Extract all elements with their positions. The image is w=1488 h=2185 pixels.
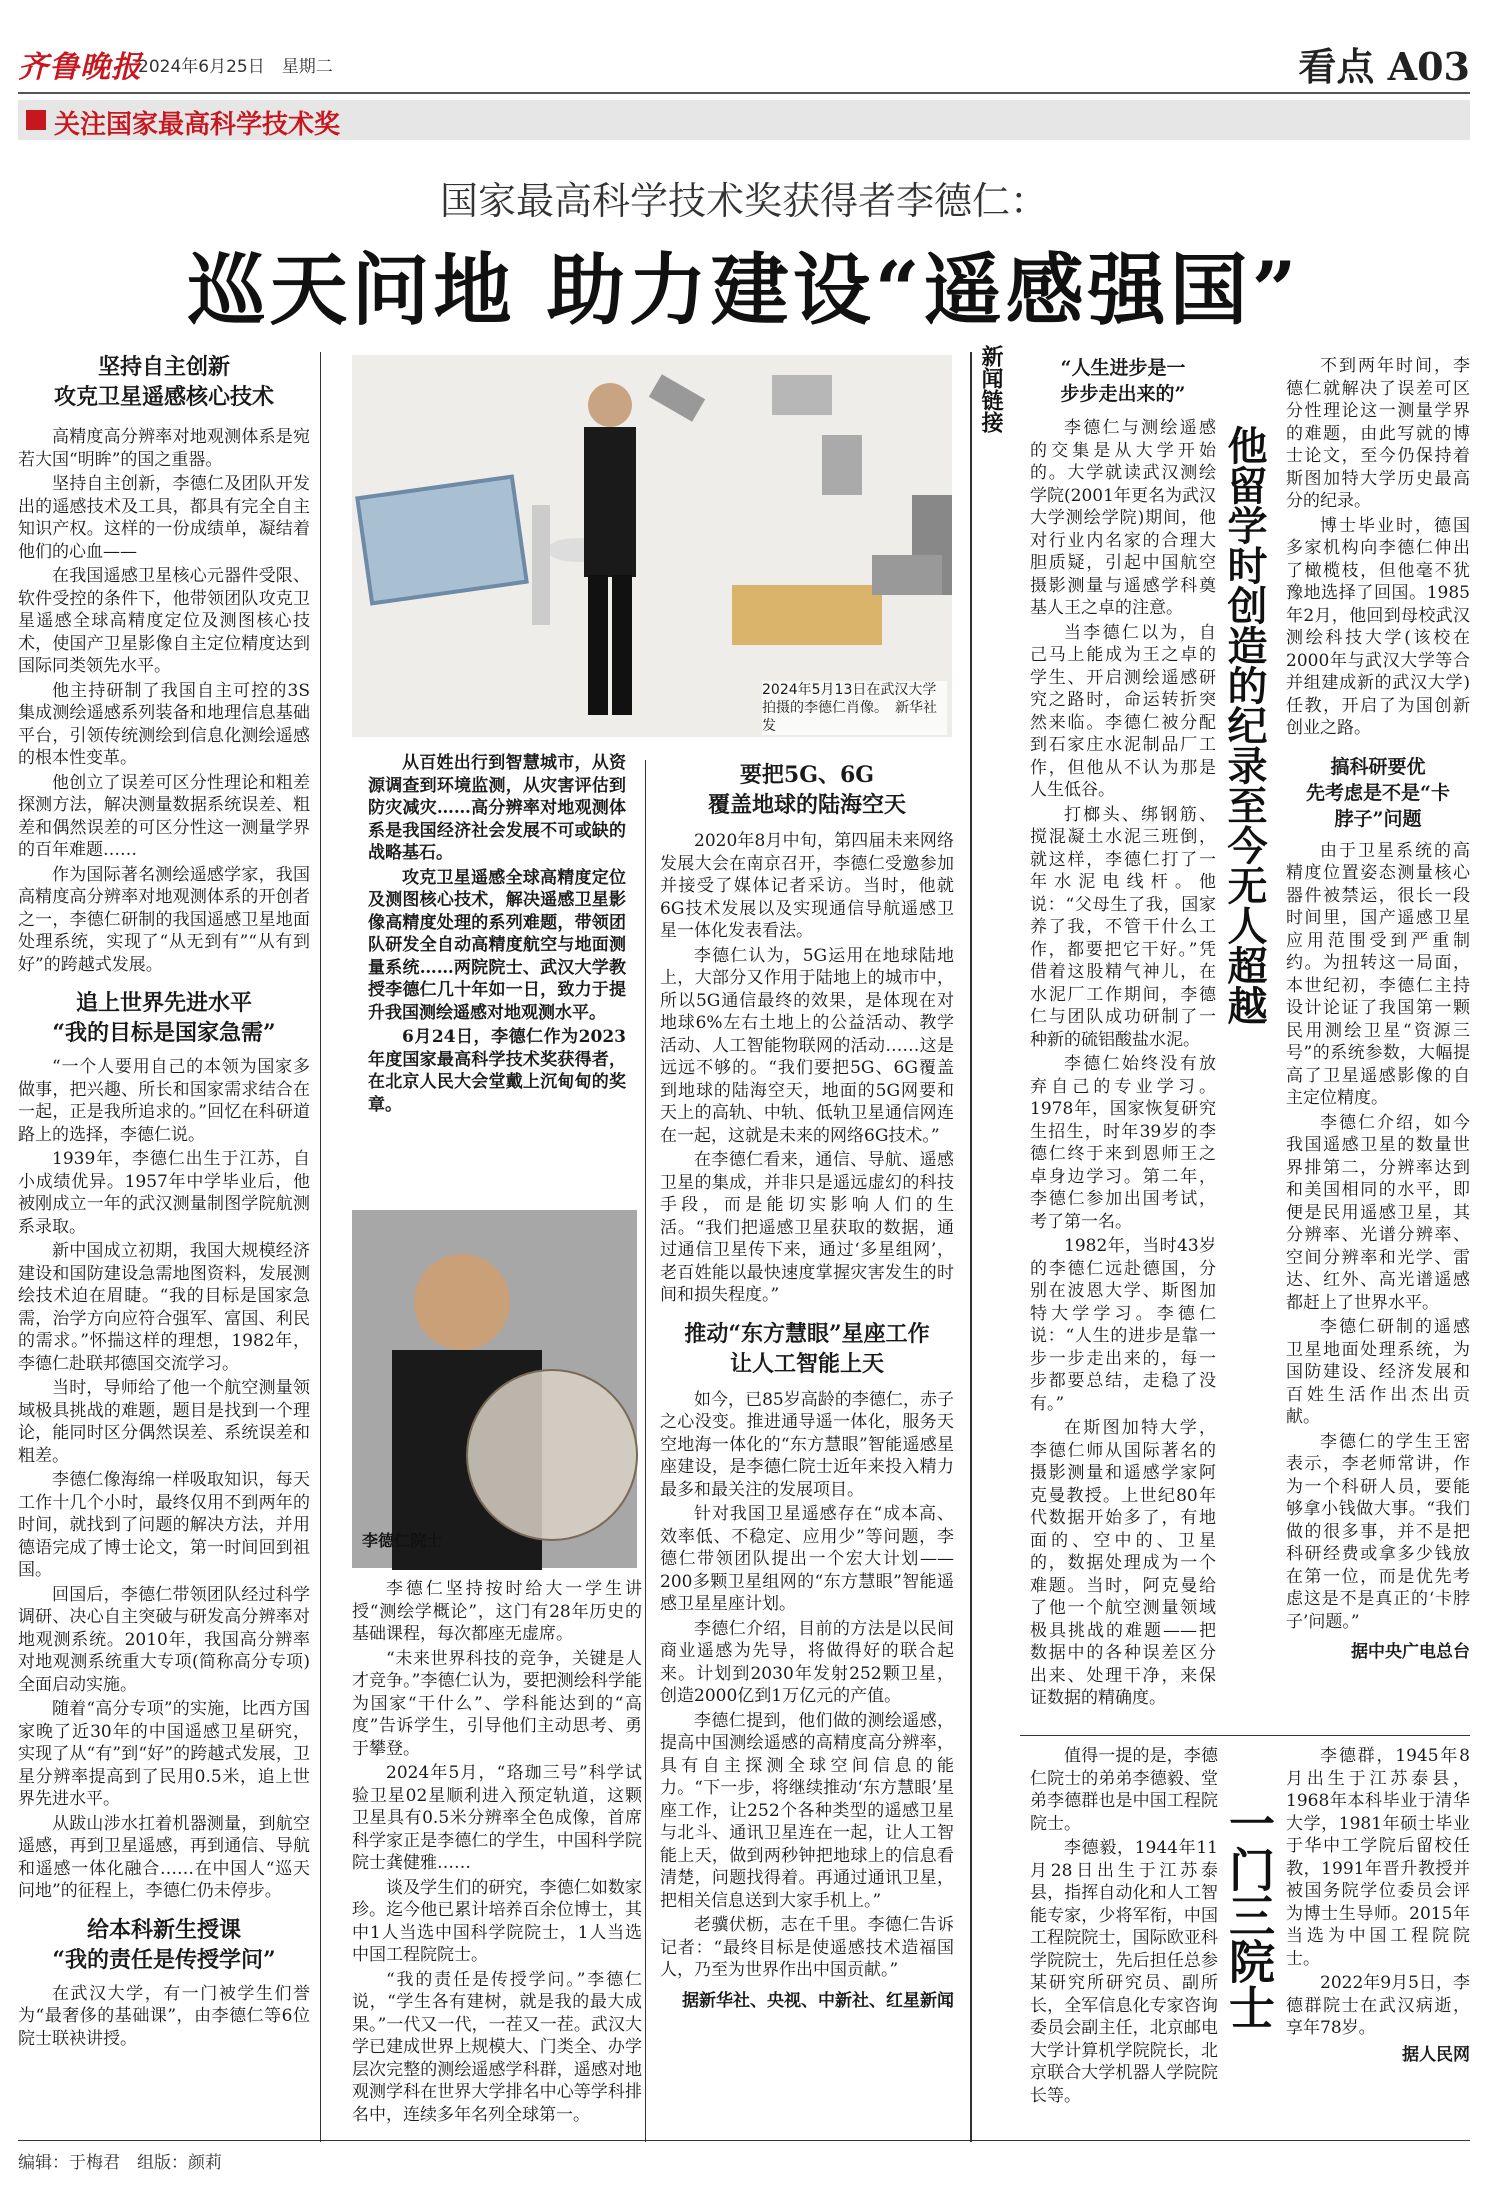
news-link-body-1: 李德仁与测绘遥感的交集是从大学开始的。大学就读武汉测绘学院(2001年更名为武汉大学测绘学院)期间，他对行业内名家的合理大胆质疑，引起中国航空摄影测量与遥感学科奠基人王之卓的注意。 当李德仁以为，自己马上能成为王之卓的学生、开启测绘遥感研究之路时，命运转折突然来临。李德仁被分配到石家庄水泥制品厂工作，但他从不认为那是人生低谷。 打榔头、绑钢筋、搅混凝土水泥三班倒，就这样，李德仁打了一年水泥电线杆。他说：“父母生了我，国家养了我，不管干什么工作，都要把它干好。”凭借着这股精气神儿，在水泥厂工作期间，李德仁与团队成功研制了一种新的硫铝酸盐水泥。 李德仁始终没有放弃自己的专业学习。1978年，国家恢复研究生招生，时年39岁的李德仁终于来到恩师王之卓身边学习。第二年，李德仁参加出国考试，考了第一名。 1982年，当时43岁的李德仁远赴德国，分别在波恩大学、斯图加特大学学习。李德仁说：“人生的进步是靠一步一步走出来的，每一步都要总结，走稳了没有。” 在斯图加特大学，李德仁师从国际著名的摄影测量和遥感学家阿克曼教授。上世纪80年代数据开始多了，有地面的、空中的、卫星的，数据处理成为一个难题。当时，阿克曼给了他一个航空测量领域极具挑战的难题——把数据中的各种误差区分出来、处理干净，来保证数据的精确度。 xyxy=(1030,418,1216,1708)
news-link-body-2: 不到两年时间，李德仁就解决了误差可区分性理论这一测量学界的难题，由此写就的博士论文，至今仍保持着斯图加特大学历史最高分的纪录。 博士毕业时，德国多家机构向李德仁伸出了橄榄枝，但他毫不犹豫地选择了回国。1985年2月，他回到母校武汉测绘科技大学(该校在2000年与武汉大学等合并组建成新的武汉大学)任教，开启了为国创新创业之路。 xyxy=(1286,356,1470,738)
section-label: 看点 A03 xyxy=(1298,44,1470,89)
subheading-3: 给本科新生授课 “我的责任是传授学问” xyxy=(52,1916,276,1973)
column-divider xyxy=(320,352,321,2142)
news-link-subheading-2: 搞科研要优 先考虑是不是“卡 脖子”问题 xyxy=(1306,755,1450,830)
source-credit-3: 据人民网 xyxy=(1402,2044,1470,2065)
masthead-rule xyxy=(18,92,1470,94)
topic-title: 关注国家最高科学技术奖 xyxy=(54,110,341,140)
portrait-photo-2 xyxy=(352,1210,637,1568)
news-link-label: 新闻链接 xyxy=(978,345,1004,433)
lead-intro: 从百姓出行到智慧城市，从资源调查到环境监测，从灾害评估到防灾减灾……高分辨率对地观测体系是我国经济社会发展不可或缺的战略基石。 攻克卫星遥感全球高精度定位及测图核心技术，解决遥感卫星影像高精度处理的系列难题，带领团队研发全自动高精度航空与地面测量系统……两院院士、武汉大学教授李德仁几十年如一日，致力于提升我国测绘遥感对地观测水平。 6月24日，李德仁作为2023年度国家最高科学技术奖获得者，在北京人民大会堂戴上沉甸甸的奖章。 xyxy=(368,753,626,1115)
topic-bar xyxy=(18,100,1470,140)
bottom-rule xyxy=(1020,1735,1470,1736)
photo-caption-2: 李德仁院士 xyxy=(362,1531,443,1550)
article-body-3: 在武汉大学，有一门被学生们誉为“最奢侈的基础课”，由李德仁等6位院士联袂讲授。 xyxy=(18,1983,310,2049)
subheading-1: 坚持自主创新 攻克卫星遥感核心技术 xyxy=(53,354,274,410)
topic-square-icon xyxy=(26,110,46,130)
news-link-vertical-title: 他留学时创造的纪录至今无人超越 xyxy=(1221,425,1268,1025)
news-link-column-1 xyxy=(1030,355,1216,1735)
news-link-column-2 xyxy=(1286,355,1470,1735)
article-body-1: 高精度高分辨率对地观测体系是宛若大国“明眸”的国之重器。 坚持自主创新，李德仁及团队开发出的遥感技术及工具，都具有完全自主知识产权。这样的一份成绩单，凝结着他们的心血—— 在我国遥感卫星核心元器件受限、软件受控的条件下，他带领团队攻克卫星遥感全球高精度定位及测图核心技术，使国产卫星影像自主定位精度达到国际同类领先水平。 他主持研制了我国自主可控的3S集成测绘遥感系列装备和地理信息基础平台，引领传统测绘到信息化测绘遥感的根本性变革。 他创立了误差可区分性理论和粗差探测方法，解决测量数据系统误差、粗差和偶然误差的可区分性这一测量学界的百年难题…… 作为国际著名测绘遥感学家，我国高精度高分辨率对地观测体系的开创者之一，李德仁研制的我国遥感卫星地面处理系统，实现了“从无到有”“从有到好”的跨越式发展。 xyxy=(18,427,310,975)
portrait-photo xyxy=(352,355,952,737)
family-body-1: 值得一提的是，李德仁院士的弟弟李德毅、堂弟李德群也是中国工程院院士。 李德毅，1944年11月28日出生于江苏泰县，指挥自动化和人工智能专家，少将军衔，中国工程院院士，国际欧亚科学院院士，先后担任总参某研究所研究员、副所长，全军信息化专家咨询委员会副主任，北京邮电大学计算机学院院长，北京联合大学机器人学院院长等。 xyxy=(1030,1746,1218,2106)
article-body-5g: 2020年8月中旬，第四届未来网络发展大会在南京召开，李德仁受邀参加并接受了媒体记者采访。当时，他就6G技术发展以及实现通信导航遥感卫星一体化发表看法。 李德仁认为，5G运用在地球陆地上，大部分又作用于陆地上的城市中，所以5G通信最终的效果，是体现在对地球6%左右土地上的公益活动、教学活动、人工智能物联网的活动……这是远远不够的。“我们要把5G、6G覆盖到地球的陆海空天，地面的5G网要和天上的高轨、中轨、低轨卫星通信网连在一起，这就是未来的网络6G技术。” 在李德仁看来，通信、导航、遥感卫星的集成，并非只是遥远虚幻的科技手段，而是能切实影响人们的生活。“我们把遥感卫星获取的数据，通过通信卫星传下来，通过‘多星组网’，老百姓能以最快速度掌握灾害发生的时间和损失程度。” xyxy=(660,831,954,1305)
subheading-eastern-eye: 推动“东方慧眼”星座工作 让人工智能上天 xyxy=(684,1320,930,1377)
subheading-5g: 要把5G、6G 覆盖地球的陆海空天 xyxy=(707,762,906,818)
globe-photo-illustration xyxy=(352,1210,637,1568)
column-2-body: 李德仁坚持按时给大一学生讲授“测绘学概论”，这门有28年历史的基础课程，每次都座无虚席。 “未来世界科技的竞争，关键是人才竞争。”李德仁认为，要把测绘科学能为国家“干什么”、学科能达到的“高度”告诉学生，引导他们主动思考、勇于攀登。 2024年5月，“珞珈三号”科学试验卫星02星顺利进入预定轨道，这颗卫星具有0.5米分辨率全色成像，首席科学家正是李德仁的学生，中国科学院院士龚健雅…… 谈及学生们的研究，李德仁如数家珍。迄今他已累计培养百余位博士，其中1人当选中国科学院院士，1人当选中国工程院院士。 “我的责任是传授学问。”李德仁说，“学生各有建树，就是我的最大成果。”一代又一代，一茬又一茬。武汉大学已建成世界上规模大、门类全、办学层次完整的测绘遥感学科群，遥感对地观测学科在世界大学排名中心等学科排名中，连续多年名列全球第一。 xyxy=(352,1579,642,2125)
footer-credits: 编辑：于梅君 组版：颜莉 xyxy=(18,2153,222,2173)
portrait-photo-illustration xyxy=(352,355,952,737)
column-3 xyxy=(660,760,954,2145)
headline-kicker: 国家最高科学技术奖获得者李德仁： xyxy=(439,179,1048,223)
section-divider xyxy=(970,352,972,2142)
family-body-2: 李德群，1945年8月出生于江苏泰县，1968年本科毕业于清华大学，1981年硕士毕业于华中工学院后留校任教，1991年晋升教授并被国务院学位委员会评为博士生导师。2015年当选为中国工程院院士。 2022年9月5日，李德群院士在武汉病逝，享年78岁。 据人民网 xyxy=(1286,1746,1470,2065)
headline-title: 巡天问地 助力建设“遥感强国” xyxy=(187,245,1301,336)
newspaper-logo: 齐鲁晚报 xyxy=(18,50,142,85)
issue-date: 2024年6月25日 星期二 xyxy=(138,57,333,77)
family-vertical-title: 一门三院士 xyxy=(1222,1800,1276,2030)
subheading-2: 追上世界先进水平 “我的目标是国家急需” xyxy=(52,990,276,1046)
footer-rule xyxy=(18,2140,1470,2141)
news-link-body-3: 由于卫星系统的高精度位置姿态测量核心器件被禁运，很长一段时间里，国产遥感卫星应用范围受到严重制约。为扭转这一局面，本世纪初，李德仁主持设计论证了我国第一颗民用测绘卫星“资源三号”的系统参数，大幅提高了卫星遥感影像的自主定位精度。 李德仁介绍，如今我国遥感卫星的数量世界排第二，分辨率达到和美国相同的水平，即便是民用遥感卫星，其分辨率、光谱分辨率、空间分辨率和光学、雷达、红外、高光谱遥感都赶上了世界水平。 李德仁研制的遥感卫星地面处理系统，为国防建设、经济发展和百姓生活作出杰出贡献。 李德仁的学生王密表示，李老师常讲，作为一个科研人员，要能够拿小钱做大事。“我们做的很多事，并不是把科研经费或拿多少钱放在第一位，而是优先考虑这是不是真正的‘卡脖子’问题。” xyxy=(1286,840,1470,1632)
source-credit-1: 据新华社、央视、中新社、红星新闻 xyxy=(682,1990,954,2011)
source-credit-2: 据中央广电总台 xyxy=(1351,1642,1470,1662)
news-link-subheading-1: “人生进步是一 步步走出来的” xyxy=(1060,357,1186,405)
article-body-eastern-eye: 如今，已85岁高龄的李德仁，赤子之心没变。推进通导遥一体化，服务天空地海一体化的“东方慧眼”智能遥感星座建设，是李德仁院士近年来投入精力最多和最关注的发展项目。 针对我国卫星遥感存在“成本高、效率低、不稳定、应用少”等问题，李德仁带领团队提出一个宏大计划——200多颗卫星组网的“东方慧眼”智能遥感卫星星座计划。 李德仁介绍，目前的方法是以民间商业遥感为先导，将做得好的联合起来。计划到2030年发射252颗卫星，创造2000亿到1万亿元的产值。 李德仁提到，他们做的测绘遥感，提高中国测绘遥感的高精度高分辨率，具有自主探测全球空间信息的能力。“下一步，将继续推动‘东方慧眼’星座工作，让252个各种类型的遥感卫星与北斗、通讯卫星连在一起，让人工智能上天，做到两秒钟把地球上的信息看清楚，问题找得着。再通过通讯卫星，把相关信息送到大家手机上。” 老骥伏枥，志在千里。李德仁告诉记者：“最终目标是使遥感技术造福国人，乃至为世界作出中国贡献。” xyxy=(660,1389,954,1980)
masthead xyxy=(18,36,1470,89)
column-1 xyxy=(18,352,310,2142)
article-body-2: “一个人要用自己的本领为国家多做事，把兴趣、所长和国家需求结合在一起，正是我所追求的。”回忆在科研道路上的选择，李德仁说。 1939年，李德仁出生于江苏，自小成绩优异。1957年中学毕业后，他被刚成立一年的武汉测量制图学院航测系录取。 新中国成立初期，我国大规模经济建设和国防建设急需地图资料，发展测绘技术迫在眉睫。“我的目标是国家急需，治学方向应符合强军、富国、利民的需求。”怀揣这样的理想，1982年，李德仁赴联邦德国交流学习。 当时，导师给了他一个航空测量领域极具挑战的难题，题目是找到一个理论，能同时区分偶然误差、系统误差和粗差。 李德仁像海绵一样吸取知识，每天工作十几个小时，最终仅用不到两年的时间，就找到了问题的解决方法，并用德语完成了博士论文，第一时间回到祖国。 回国后，李德仁带领团队经过科学调研、决心自主突破与研发高分辨率对地观测系统。2010年，我国高分辨率对地观测系统重大专项(简称高分专项)全面启动实施。 随着“高分专项”的实施，比西方国家晚了近30年的中国遥感卫星研究，实现了从“有”到“好”的跨越式发展，卫星分辨率提高到了民用0.5米，追上世界先进水平。 从跋山涉水扛着机器测量，到航空遥感，再到卫星遥感，再到通信、导航和遥感一体化融合……在中国人“巡天问地”的征程上，李德仁仍未停步。 xyxy=(18,1057,310,1901)
column-divider-2 xyxy=(645,760,646,2142)
photo-caption-1: 2024年5月13日在武汉大学拍摄的李德仁肖像。 新华社发 xyxy=(762,681,947,735)
